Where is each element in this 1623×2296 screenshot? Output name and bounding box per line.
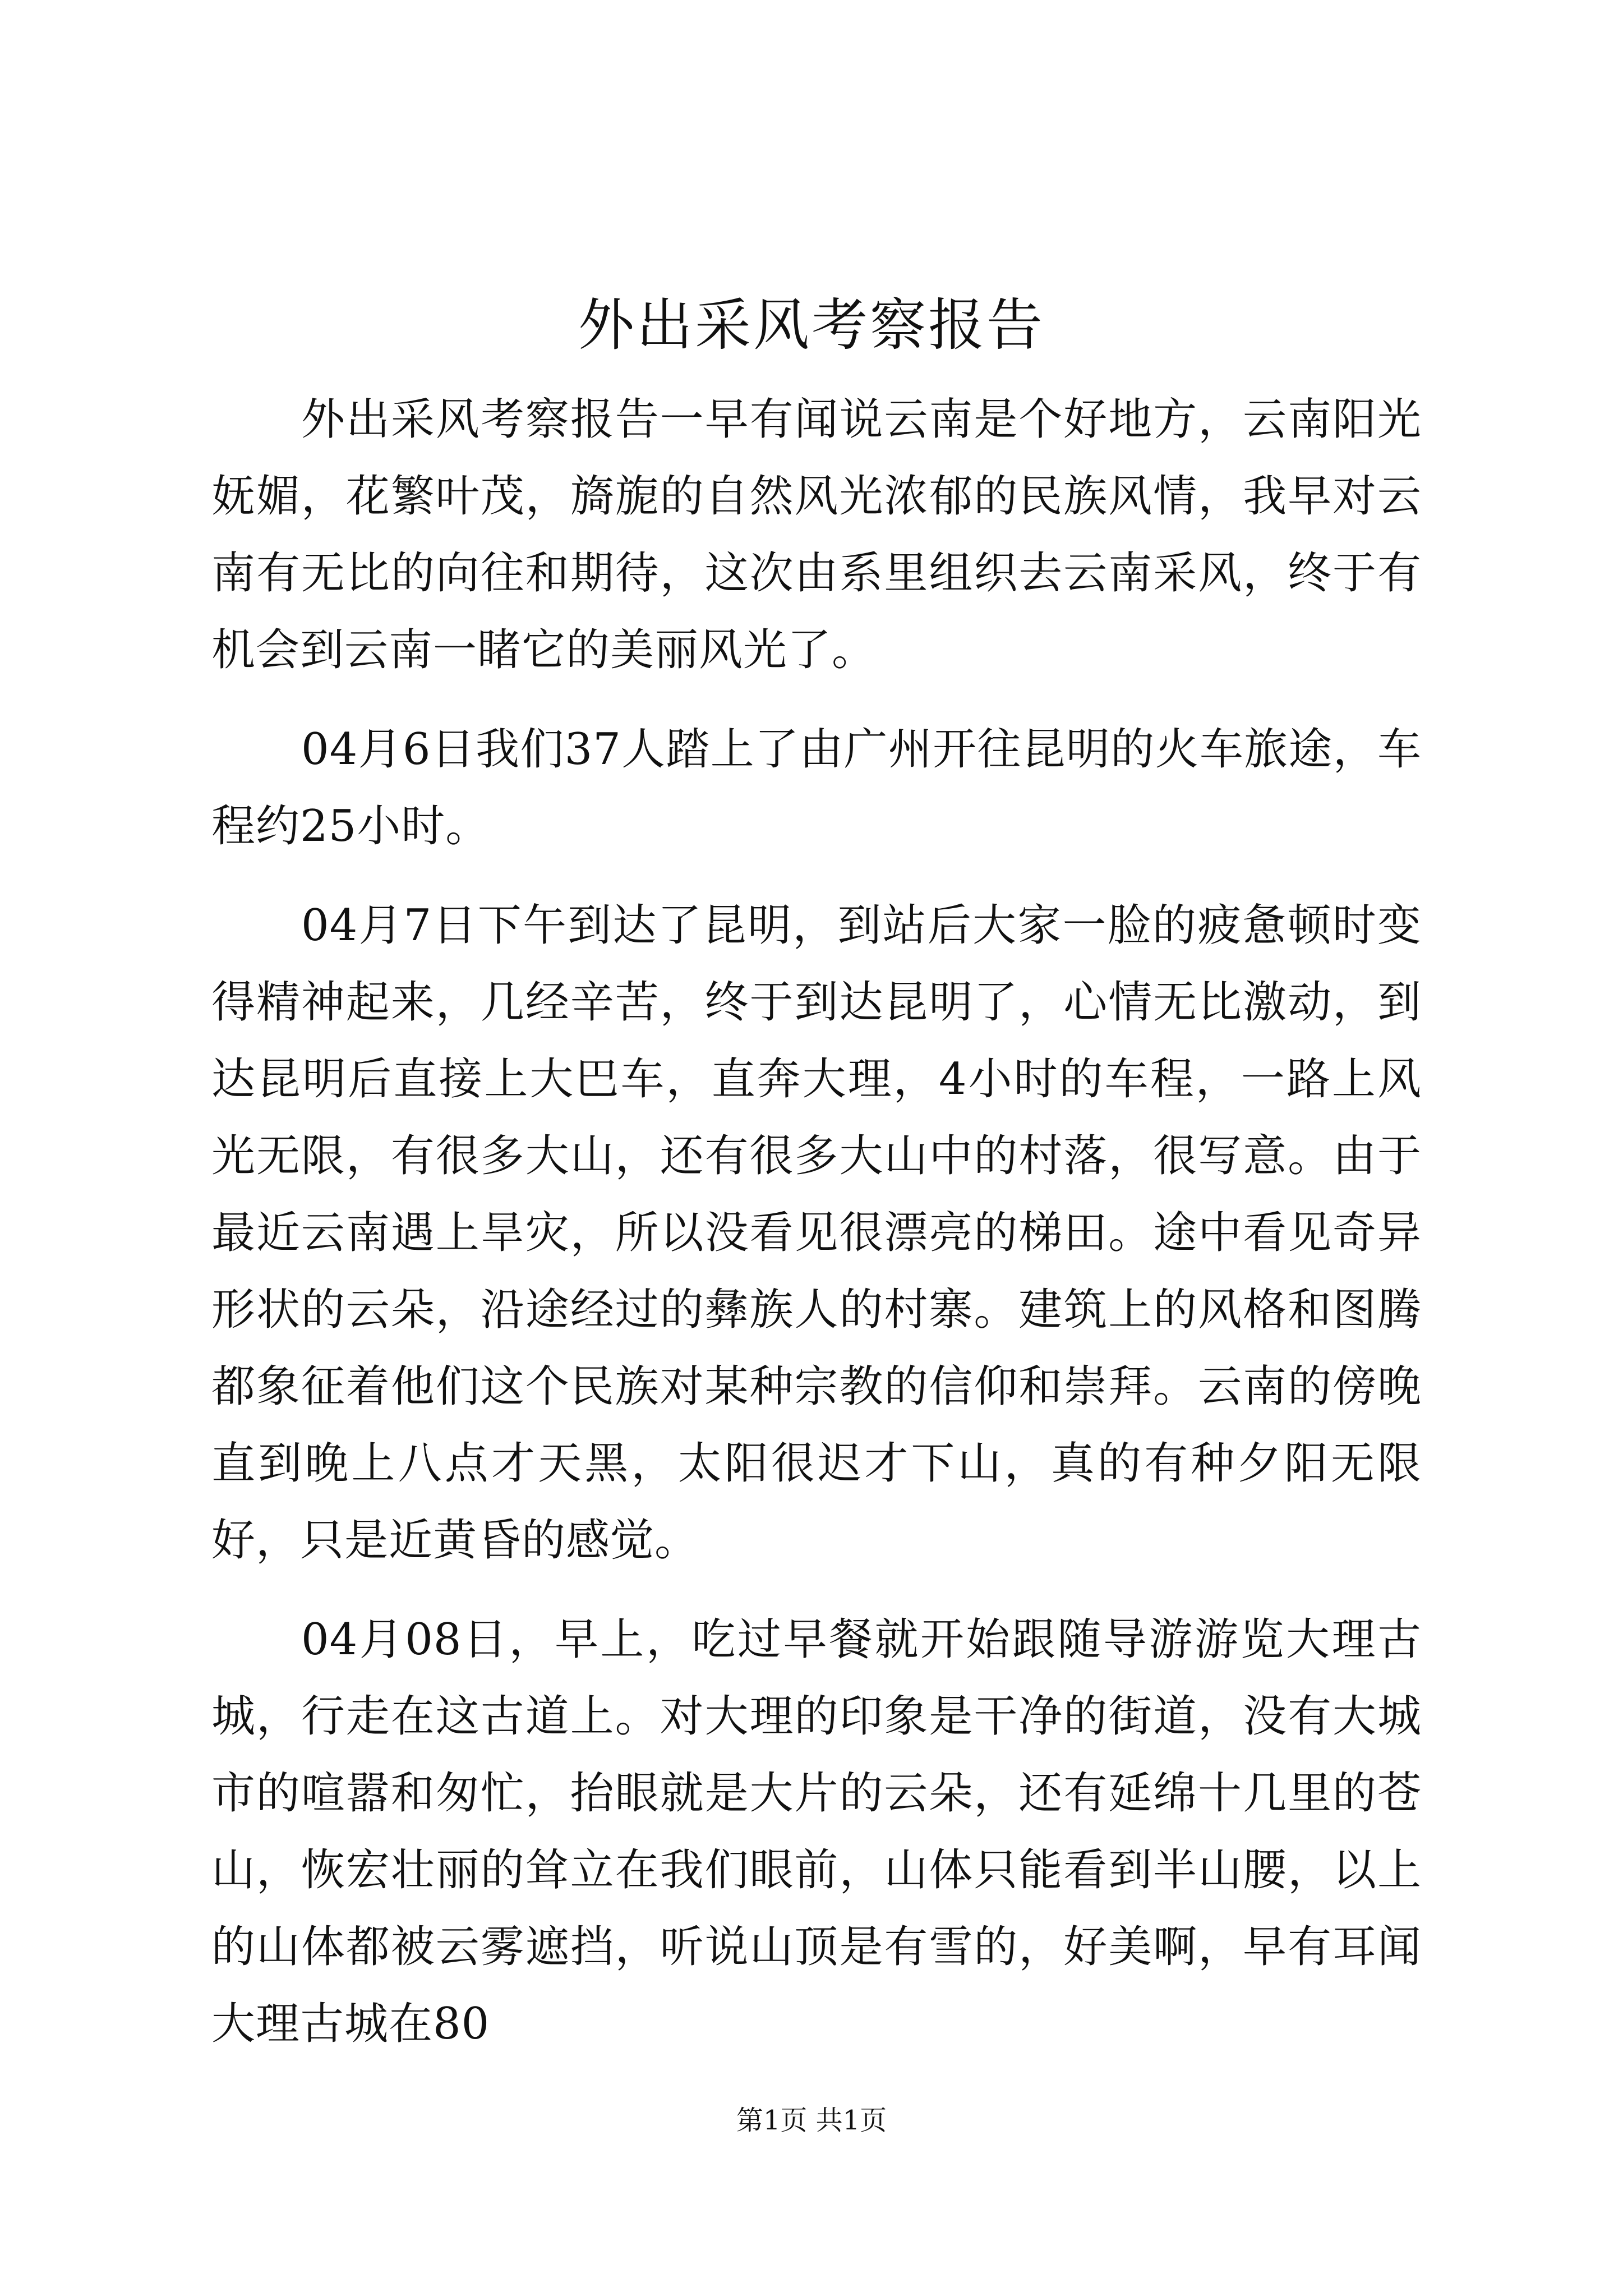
paragraph-3: 04月7日下午到达了昆明，到站后大家一脸的疲惫顿时变得精神起来，几经辛苦，终于到达昆明了，心情无比激动，到达昆明后直接上大巴车，直奔大理，4小时的车程，一路上风光无限，有很多大山，还有很多大山中的村落，很写意。由于最近云南遇上旱灾，所以没看见很漂亮的梯田。途中看见奇异形状的云朵，沿途经过的彝族人的村寨。建筑上的风格和图腾都象征着他们这个民族对某种宗教的信仰和崇拜。云南的傍晚直到晚上八点才天黑，太阳很迟才下山，真的有种夕阳无限好，只是近黄昏的感觉。 (211, 900, 1422, 1566)
paragraph-4: 04月08日，早上，吃过早餐就开始跟随导游游览大理古城，行走在这古道上。对大理的印象是干净的街道，没有大城市的喧嚣和匆忙，抬眼就是大片的云朵，还有延绵十几里的苍山，恢宏壮丽的耸立在我们眼前，山体只能看到半山腰，以上的山体都被云雾遮挡，听说山顶是有雪的，好美啊，早有耳闻大理古城在80 (211, 1614, 1422, 2049)
document-title: 外出采风考察报告 (578, 292, 1045, 358)
document-body (211, 381, 1422, 2085)
paragraph-1: 外出采风考察报告一早有闻说云南是个好地方，云南阳光妩媚，花繁叶茂，旖旎的自然风光浓郁的民族风情，我早对云南有无比的向往和期待，这次由系里组织去云南采风，终于有机会到云南一睹它的美丽风光了。 (211, 394, 1422, 675)
paragraph-2: 04月6日我们37人踏上了由广州开往昆明的火车旅途，车程约25小时。 (211, 724, 1422, 852)
page-footer: 第1页 共1页 (736, 2105, 887, 2136)
